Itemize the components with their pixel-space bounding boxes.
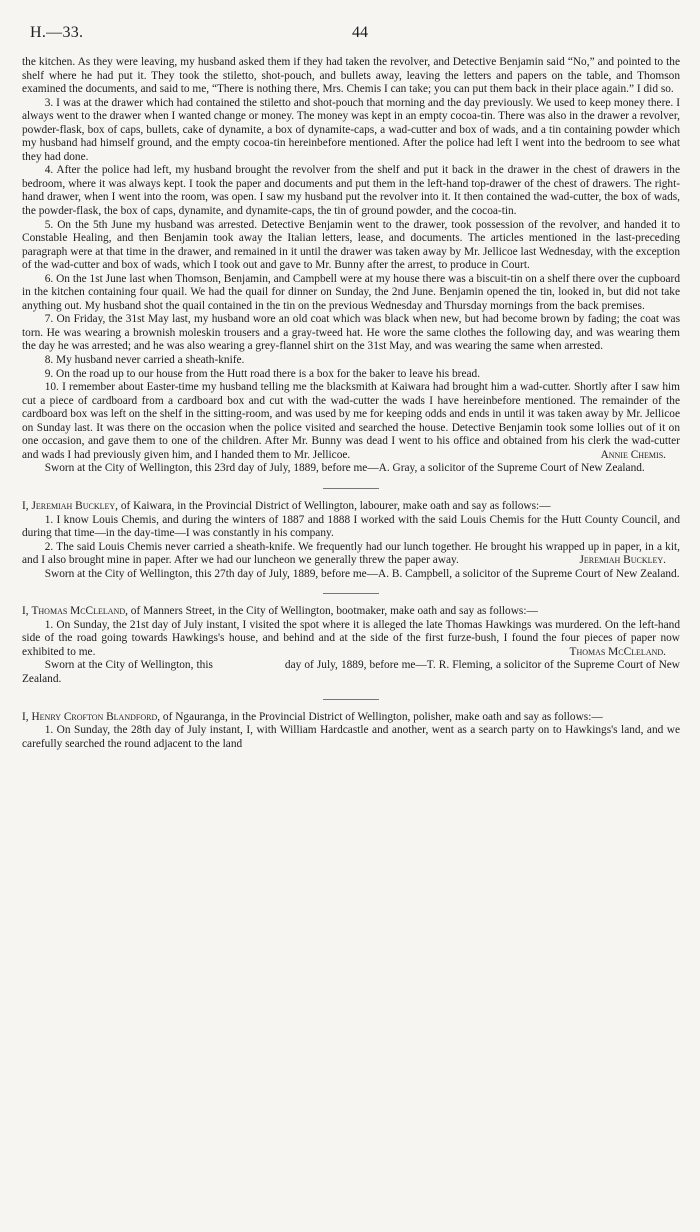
paragraph-10 (22, 381, 680, 462)
section-divider (323, 593, 379, 594)
document-body (22, 56, 680, 751)
paragraph-9: 9. On the road up to our house from the Hutt road there is a box for the baker to leave his bread. (44, 367, 481, 380)
sworn-statement: Sworn at the City of Wellington, this day of July, 1889, before me—T. R. Fleming, a solicitor of the Supreme Court of New Zealand. (22, 659, 680, 685)
paragraph-3: 3. I was at the drawer which had contained the stiletto and shot-pouch that morning and the day previously. We used to keep money there. I always went to the drawer when I wanted change or money. The money was kept in an empty cocoa-tin. There was also in the drawer a revolver, powder-flask, box of caps, bullets, cake of dynamite, a box of dynamite-caps, a wad-cutter and box of wads, and a tin containing powder which my husband had himself ground, and the empty cocoa-tin hereinbefore mentioned. After the police had left I went into the bedroom to see what they had done. (22, 96, 680, 163)
signature-annie-chemis: Annie Chemis. (600, 448, 666, 461)
affidavit-intro-blandford: I, Henry Crofton Blandford, of Ngauranga, in the Provincial District of Wellington, polisher, make oath and say as follows:— (22, 710, 603, 723)
document-reference: H.—33. (30, 24, 84, 41)
paragraph-5: 5. On the 5th June my husband was arrested. Detective Benjamin went to the drawer, took possession of the revolver, and handed it to Constable Healing, and then Benjamin took away the Italian letters, lease, and documents. The articles mentioned in the last-preceding paragraph were at that time in the drawer, and remained in it until the drawer was taken away by Mr. Jellicoe last Wednesday, with the exception of the wad-cutter and box of wads, which I took out and gave to Mr. Bunny after the arrest, to produce in Court. (22, 218, 680, 272)
page-header (22, 22, 680, 56)
signature-jeremiah-buckley: Jeremiah Buckley. (579, 554, 666, 567)
deponent-name: Jeremiah Buckley (31, 499, 116, 512)
affidavit-intro-mccleland: I, Thomas McCleland, of Manners Street, in the City of Wellington, bootmaker, make oath and say as follows:— (22, 605, 538, 618)
paragraph-7: 7. On Friday, the 31st May last, my husband wore an old coat which was black when new, but had become brown by fading; the coat was torn. He was wearing a brownish moleskin trousers and a gray-tweed hat. He wore the same clothes the following day, and was wearing them the day he was arrested; and he was also wearing a grey-flannel shirt on the 31st May, and was wearing the same when arrested. (22, 313, 680, 353)
deponent-name: Henry Crofton Blandford (31, 710, 158, 723)
sworn-statement: Sworn at the City of Wellington, this 23rd day of July, 1889, before me—A. Gray, a solicitor of the Supreme Court of New Zealand. (44, 462, 645, 475)
deponent-name: Thomas McCleland (31, 605, 126, 618)
paragraph-8: 8. My husband never carried a sheath-knife. (44, 354, 245, 367)
paragraph-4: 4. After the police had left, my husband brought the revolver from the shelf and put it back in the drawer in the chest of drawers in the bedroom, where it was always kept. I took the paper and documents and put them in the left-hand top-drawer of the chest of drawers. The right-hand drawer, when I went into the room, was open. I saw my husband put the revolver into it. It then contained the wad-cutter, the box of wads, the powder-flask, the box of caps, dynamite, and dynamite-caps, the tin of ground powder, and the cocoa-tin. (22, 164, 680, 218)
section-divider (323, 699, 379, 700)
affidavit-intro-buckley: I, Jeremiah Buckley, of Kaiwara, in the Provincial District of Wellington, labourer, make oath and say as follows:— (22, 499, 551, 512)
section-divider (323, 488, 379, 489)
buckley-paragraph-2: 2. The said Louis Chemis never carried a sheath-knife. We frequently had our lunch together. He brought his wrapped up in paper, in a kit, and I also brought mine in paper. After we had our luncheon we generally threw the paper away. Jeremiah Buckley. (22, 540, 680, 567)
paragraph-continuation: the kitchen. As they were leaving, my husband asked them if they had taken the revolver, and Detective Benjamin said “No,” and pointed to the shelf where he had put it. They took the stiletto, shot-pouch, and bullets away, leaving the letters and papers on the table, and Thomson examined the documents, and said to me, “There is nothing there, Mrs. Chemis I can take; you can put them back in their place again.” I did so. (22, 56, 680, 96)
blandford-paragraph-1: 1. On Sunday, the 28th day of July instant, I, with William Hardcastle and another, went as a search party on to Hawkings's land, and we carefully searched the round adjacent to the land (22, 724, 680, 750)
mccleland-paragraph-1: 1. On Sunday, the 21st day of July instant, I visited the spot where it is alleged the late Thomas Hawkings was murdered. On the left-hand side of the road going towards Hawkings's house, and behind and at the side of the first furze-bush, I found the four pieces of paper now exhibited to me. Thomas McCleland. (22, 618, 680, 658)
sworn-statement: Sworn at the City of Wellington, this 27th day of July, 1889, before me—A. B. Campbell, a solicitor of the Supreme Court of New Zealand. (44, 567, 680, 580)
signature-thomas-mccleland: Thomas McCleland. (569, 645, 666, 658)
paragraph-6: 6. On the 1st June last when Thomson, Benjamin, and Campbell were at my house there was a biscuit-tin on a shelf there over the cupboard in the kitchen containing four quail. We had the quail for dinner on Sunday, the 2nd June. Benjamin opened the tin, looked in, but did not take anything out. My husband shot the quail contained in the tin on the previous Wednesday and Thursday mornings from the back premises. (22, 272, 680, 312)
paragraph-10-text: 10. I remember about Easter-time my husband telling me the blacksmith at Kaiwara had brought him a wad-cutter. Shortly after I saw him cut a piece of cardboard from a cardboard box and cut with the wad-cutter the wads I have hereinbefore mentioned. The remainder of the cardboard box was left on the shelf in the sitting-room, and was used by me for keeping odds and ends in until it was taken away by Mr. Jellicoe on Sunday last. It was there on the occasion when the police visited and searched the house. Detective Benjamin took some lollies out of it on one occasion, and gave them to one of the children. After Mr. Bunny was dead I went to his office and obtained from his clerk the wad-cutter and wads I had previously given him, and I handed them to Mr. Jellicoe. (22, 381, 680, 461)
buckley-paragraph-1: 1. I know Louis Chemis, and during the winters of 1887 and 1888 I worked with the said Louis Chemis for the Hutt County Council, and during that time—in the day-time—I was constantly in his company. (22, 513, 680, 540)
page-number: 44 (352, 24, 368, 41)
